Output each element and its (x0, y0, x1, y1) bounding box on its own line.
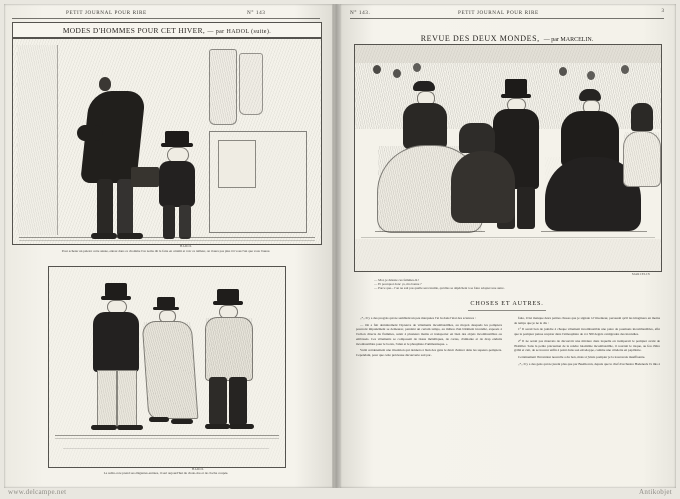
left-head-rule (12, 18, 320, 19)
top-engraving (13, 39, 321, 244)
ballroom-engraving (355, 45, 661, 271)
bottom-engraving-caption: Le redin-cote prend ses élégantes-entrées, il sert aujourd'hui du chole-dos et de cloche coupée. (103, 471, 229, 475)
top-engraving-caption: Pour acheter un paletot cette année, entrez dans ce chomme l'on noms dit la faire en cérémi et voir ce tailleur, on n'aura pas plus tôt vous l'un que vous l'aurez. (61, 249, 271, 253)
section-title: CHOSES ET AUTRES. (470, 300, 544, 307)
left-headline-band (12, 22, 322, 38)
col-right-p2: 1° Il serait bon de joindre à chaque vêtement incombustible une paire de poumons incombustibles, afin que le pompier puisse respirer dans l'atmosphère de 4 à 500 degrés centigrades des incendies. (514, 327, 660, 337)
left-top-illustration-frame (12, 38, 322, 245)
col-left-p3: Voilà certainement une invention qui donnera à bien des gens le désir d'entrer dans les sapeurs-pompiers. Cependant, pour que cette précieuse découverte soit par- (356, 348, 502, 358)
bottom-engraving (49, 267, 285, 467)
col-right-p5: „*„ Il y a des gens qui ne jurent plus que par Beethoven, depuis que le chef d'orchestre Hadeneck l'a mis à (518, 361, 660, 366)
ballroom-signature: MARCELIN (632, 272, 651, 276)
right-issue-number: N° 143. (350, 10, 371, 16)
left-headline: MODES D'HOMMES POUR CET HIVER, (62, 25, 206, 35)
section-title-rule (468, 310, 546, 311)
left-issue-number: N° 143 (247, 10, 266, 16)
column-right (514, 316, 660, 369)
col-right-p1: faite, il lui manque deux petites choses que je signale à l'inventeur, persuadé qu'il les imaginera en moins de temps que je ne le dis : (514, 316, 660, 325)
watermark-right: Antikobjet (639, 488, 672, 496)
column-left (356, 316, 502, 360)
left-bottom-illustration-frame (48, 266, 286, 468)
ballroom-illustration-frame (354, 44, 662, 272)
ballroom-caption-line-2: — Et pourquoi donc ça, ma bonne ? (374, 282, 422, 287)
right-page-number: 3 (661, 9, 664, 14)
col-right-p3: 2° Il ne serait pas mauvais de découvrir une mixture dans laquelle on tremperait le pompier avant de l'habiller. Sans la petite précaution de le rendre lui-même incombustible, il courrait le risque, au feu d'être grillé et cuit, de se trouver enfin à point dans son enveloppe, comme une côtelette en papillotte. (514, 338, 660, 353)
right-running-head: PETIT JOURNAL POUR RIRE (458, 10, 539, 16)
right-head-rule (350, 18, 664, 19)
left-page (4, 4, 334, 488)
ballroom-caption-line-3: — Parce que... l'on ne sait pas quelle sera inutile, qu'elles se dépêchent à se faire adopter une autre. (374, 286, 505, 291)
watermark-left: www.delcampe.net (8, 488, 67, 496)
ballroom-caption (374, 278, 644, 290)
ballroom-caption-line-1: — Moi, je déteste ces femmes-là ! (374, 278, 420, 282)
left-running-head: PETIT JOURNAL POUR RIRE (66, 10, 147, 16)
right-headline: REVUE DES DEUX MONDES, (420, 34, 540, 43)
bottom-engraving-signature: HADOL (192, 467, 204, 471)
col-right-p4: Certainement l'invention nouvelle a du bon, mais si j'étais pompier je la trouverais insuffisante. (518, 355, 646, 360)
right-headline-byline: — par MARCELIN. (543, 37, 594, 43)
top-engraving-signature: HADOL (180, 244, 192, 248)
left-headline-byline: — par HADOL (suite). (207, 28, 272, 35)
col-left-p2: — On a fait dernièrement l'épreuve de vêtements incombustibles, au moyen desquels les pompiers pourront impunément se demeurer, pendant un certain temps, au milieu d'un bâtiment incendié, exposés à l'action directe du flammes, saisir à plusieurs mains et transporter en bien des objets incombustibles ou embrasés. Ces vêtements se composent de tissus métalliques, de cartes, d'amiante et de drap enduits inconbustibles pour le borax, l'alun et le phosphate d'ammoniaque. » (356, 322, 502, 346)
col-left-p1: „*„ Il y a des progrès qui ne semblent un peu marquées J'ai lu dans l'état des sciences : (360, 316, 476, 320)
right-page (340, 4, 676, 488)
